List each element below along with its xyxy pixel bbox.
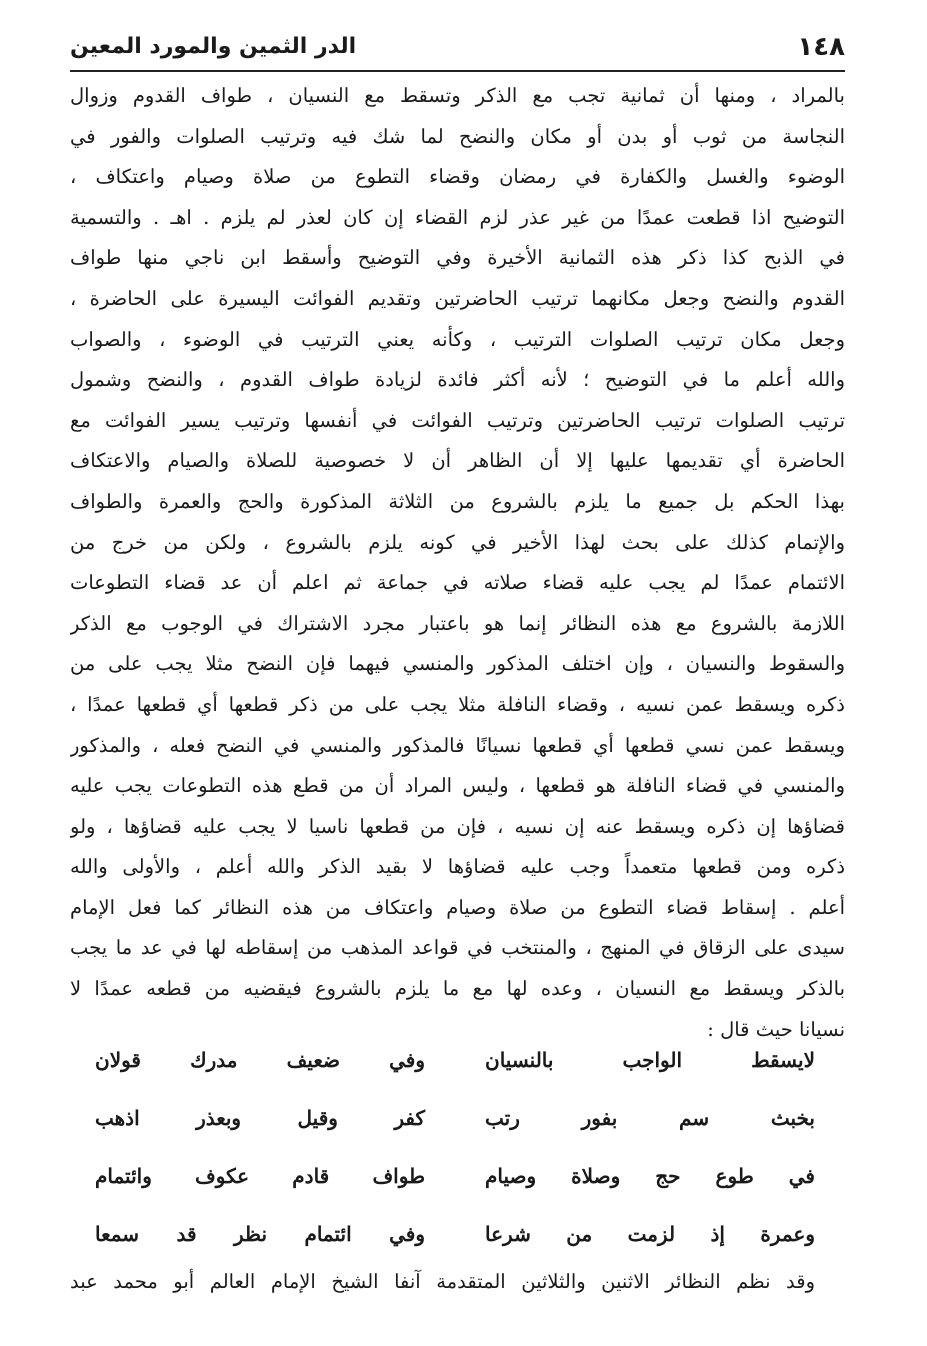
text-line: القدوم والنضح وجعل مكانهما ترتيب الحاضرتين وتقديم الفوائت اليسيرة على الحاضرة ، <box>70 286 845 310</box>
text-line: بهذا الحكم بل جميع ما يلزم بالشروع من الثلاثة المذكورة والحج والعمرة والطواف <box>70 489 845 513</box>
text-line: قضاؤها إن ذكره ويسقط عنه إن نسيه ، فإن من قطعها ناسيا لا يجب عليه قضاؤها ، ولو <box>70 814 845 838</box>
verse-second-hemistich: كفر وقيل وبعذر اذهب <box>95 1106 425 1130</box>
text-line: والله أعلم ما في التوضيح ؛ لأنه أكثر فائدة لزيادة طواف القدوم ، والنضح وشمول <box>70 368 845 392</box>
verse-row <box>95 1158 815 1216</box>
text-line: ويسقط عمن نسي قطعها أي قطعها نسيانًا فالمذكور والمنسي في النضح فعله ، والمذكور <box>70 733 845 757</box>
text-line: ذكره ويسقط عمن نسيه ، وقضاء النافلة مثلا يجب على من ذكر قطعها أي قطعها عمدًا ، <box>70 692 845 716</box>
text-line: نسيانا حيث قال : <box>707 1017 845 1041</box>
running-title: الدر الثمين والمورد المعين <box>70 34 357 59</box>
text-line: اللازمة بالشروع مع هذه النظائر إنما هو باعتبار مجرد الاشتراك في الوجوب مع الذكر <box>70 611 845 635</box>
text-line: الحاضرة أي تقديمها عليها إلا أن الظاهر أن لا خصوصية للصلاة والصيام والاعتكاف <box>70 449 845 473</box>
verse-first-hemistich: في طوع حج وصلاة وصيام <box>485 1164 815 1188</box>
page-number: ١٤٨ <box>797 32 845 62</box>
header-rule <box>70 70 845 72</box>
text-line: الوضوء والغسل والكفارة في رمضان وقضاء التطوع من صلاة وصيام واعتكاف ، <box>70 165 845 189</box>
text-line: والسقوط والنسيان ، وإن اختلف المذكور والمنسي فيهما فإن النضح مثلا يجب على من <box>70 652 845 676</box>
body-text <box>70 76 845 1050</box>
text-line: بالذكر ويسقط مع النسيان ، وعده لها مع ما يلزم بالشروع فيقضيه من قطعه عمدًا لا <box>70 977 845 1001</box>
text-line: ذكره ومن قطعها متعمداً وجب عليه قضاؤها لا بقيد الذكر والله أعلم ، والأولى والله <box>70 855 845 879</box>
text-line: بالمراد ، ومنها أن ثمانية تجب مع الذكر وتسقط مع النسيان ، طواف القدوم وزوال <box>70 84 845 107</box>
verse-first-hemistich: لايسقط الواجب بالنسيان <box>485 1048 815 1072</box>
verse-second-hemistich: طواف قادم عكوف وائتمام <box>95 1164 425 1188</box>
verse-second-hemistich: وفي ائتمام نظر قد سمعا <box>95 1222 425 1246</box>
verse-second-hemistich: وفي ضعيف مدرك قولان <box>95 1048 425 1072</box>
verse-row <box>95 1100 815 1158</box>
text-line: الائتمام عمدًا لم يجب عليه قضاء صلاته في جماعة ثم اعلم أن عد قضاء التطوعات <box>70 571 845 595</box>
text-line: ترتيب الصلوات ترتيب الحاضرتين وترتيب الفوائت في أنفسها وترتيب يسير الفوائت مع <box>70 408 845 432</box>
closing-line: وقد نظم النظائر الاثنين والثلاثين المتقدمة آنفا الشيخ الإمام العالم أبو محمد عبد <box>70 1270 815 1293</box>
verse-row <box>95 1042 815 1100</box>
verse-first-hemistich: بخبث سم بفور رتب <box>485 1106 815 1130</box>
text-line: النجاسة من ثوب أو بدن أو مكان والنضح لما شك فيه وترتيب الصلوات والفور في <box>70 124 845 148</box>
text-line: وجعل مكان ترتيب الصلوات الترتيب ، وكأنه يعني الترتيب في الوضوء ، والصواب <box>70 327 845 351</box>
text-line: والإتمام كذلك على بحث لهذا الأخير في كونه يلزم بالشروع ، ولكن من خرج من <box>70 530 845 554</box>
text-line: التوضيح اذا قطعت عمدًا من غير عذر لزم القضاء إن كان لعذر لم يلزم . اهـ . والتسمية <box>70 205 845 229</box>
text-line: أعلم . إسقاط قضاء التطوع من صلاة وصيام واعتكاف من هذه النظائر كما فعل الإمام <box>70 895 845 919</box>
text-line: في الذبح كذا ذكر هذه الثمانية الأخيرة وفي التوضيح وأسقط ابن ناجي منها طواف <box>70 246 845 270</box>
page-header <box>70 30 845 70</box>
text-line: سيدى على الزقاق في المنهج ، والمنتخب في قواعد المذهب من إسقاطه لها في عد ما يجب <box>70 936 845 960</box>
poem-verses <box>95 1042 815 1274</box>
text-line: والمنسي في قضاء النافلة هو قطعها ، وليس المراد أن من قطع هذه التطوعات يجب عليه <box>70 774 845 798</box>
verse-first-hemistich: وعمرة إذ لزمت من شرعا <box>485 1222 815 1246</box>
